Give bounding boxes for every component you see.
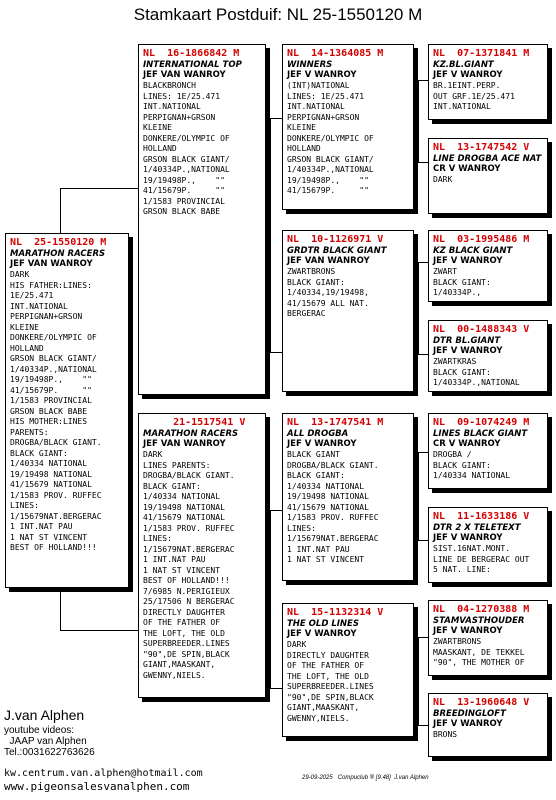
owner-line: JAAP van Alphen bbox=[4, 736, 87, 747]
breeder-name: JEF VAN WANROY bbox=[143, 439, 226, 449]
pigeon-info: DARK HIS FATHER:LINES: 1E/25.471 INT.NATIONAL PERPIGNAN+GRSON KLEINE DONKERE/OLYMPIC OF HOLLAND GRSON BLACK GIANT/ 1/40334P.,NATIONAL 19/19498P., "" 41/15679P. "" 1/1583 PROVINCIAL GRSON BLACK BABE HIS MOTHER:LINES PARENTS: DROGBA/BLACK GIANT. BLACK GIANT: 1/40334 NATIONAL 19/19498 NATIONAL 41/15679 NATIONAL 1/1583 PROV. RUFFEC LINES: 1/15679NAT.BERGERAC 1 INT.NAT PAU 1 NAT ST VINCENT BEST OF HOLLAND!!! bbox=[10, 270, 102, 552]
pigeon-info: BRONS bbox=[433, 730, 458, 739]
father-mother-card[interactable] bbox=[282, 230, 414, 392]
connector-line bbox=[418, 725, 428, 726]
fmm-card[interactable] bbox=[428, 320, 548, 392]
pigeon-info: SIST.16NAT.MONT. LINE DE BERGERAC OUT 5 NAT. LINE: bbox=[433, 544, 530, 574]
connector-line bbox=[418, 637, 419, 725]
mmm-card[interactable] bbox=[428, 693, 548, 757]
pigeon-info: DROGBA / BLACK GIANT: 1/40334 NATIONAL bbox=[433, 450, 511, 480]
connector-line bbox=[266, 118, 282, 119]
fmf-card[interactable] bbox=[428, 230, 548, 302]
pigeon-info: (INT)NATIONAL LINES: 1E/25.471 INT.NATIONAL PERPIGNAN+GRSON KLEINE DONKERE/OLYMPIC OF HOLLAND GRSON BLACK GIANT/ 1/40334P.,NATIONAL 19/19498P., "" 41/15679P. "" bbox=[287, 81, 374, 195]
ring-number: NL 03-1995486 M bbox=[433, 234, 530, 245]
breeder-name: CR V WANROY bbox=[433, 164, 501, 174]
pigeon-name: INTERNATIONAL TOP bbox=[143, 60, 242, 70]
connector-line bbox=[418, 262, 419, 354]
owner-phone: Tel.:0031622763626 bbox=[4, 747, 95, 758]
breeder-name: JEF V WANROY bbox=[433, 626, 503, 636]
owner-name: J.van Alphen bbox=[4, 707, 85, 723]
fff-card[interactable] bbox=[428, 44, 548, 120]
father-father-card[interactable] bbox=[282, 44, 414, 210]
connector-line bbox=[418, 452, 419, 540]
connector-line bbox=[60, 588, 61, 630]
pigeon-name: ALL DROGBA bbox=[287, 429, 349, 439]
pigeon-info: ZWART BLACK GIANT: 1/40334P., bbox=[433, 267, 491, 297]
connector-line bbox=[270, 688, 282, 689]
pigeon-name: STAMVASTHOUDER bbox=[433, 616, 525, 626]
connector-line bbox=[418, 162, 428, 163]
pigeon-name: THE OLD LINES bbox=[287, 619, 359, 629]
connector-line bbox=[418, 80, 419, 162]
ring-number: NL 16-1866842 M bbox=[143, 48, 240, 59]
connector-line bbox=[270, 118, 271, 352]
connector-line bbox=[270, 352, 282, 353]
breeder-name: JEF V WANROY bbox=[433, 70, 503, 80]
connector-line bbox=[414, 80, 428, 81]
breeder-name: JEF VAN WANROY bbox=[287, 256, 370, 266]
subject-card[interactable] bbox=[5, 233, 129, 588]
owner-line: youtube videos: bbox=[4, 725, 75, 736]
breeder-name: JEF VAN WANROY bbox=[143, 70, 226, 80]
pigeon-info: BR.1EINT.PERP. OUT GRF.1E/25.471 INT.NATIONAL bbox=[433, 81, 515, 111]
breeder-name: JEF V WANROY bbox=[433, 346, 503, 356]
ring-number: NL 15-1132314 V bbox=[287, 607, 384, 618]
breeder-name: JEF V WANROY bbox=[287, 439, 357, 449]
ring-number: NL 00-1488343 V bbox=[433, 324, 530, 335]
ring-number: NL 04-1270388 M bbox=[433, 604, 530, 615]
connector-line bbox=[270, 510, 271, 688]
ring-number: NL 13-1747541 M bbox=[287, 417, 384, 428]
breeder-name: JEF V WANROY bbox=[287, 629, 357, 639]
connector-line bbox=[414, 452, 428, 453]
pigeon-name: LINE DROGBA ACE NAT bbox=[433, 154, 542, 164]
pigeon-name: MARATHON RACERS bbox=[143, 429, 239, 439]
ring-number: NL 14-1364085 M bbox=[287, 48, 384, 59]
mother-mother-card[interactable] bbox=[282, 603, 414, 737]
pigeon-name: MARATHON RACERS bbox=[10, 249, 106, 259]
ring-number: NL 13-1960648 V bbox=[433, 697, 530, 708]
pigeon-name: KZ BLACK GIANT bbox=[433, 246, 513, 256]
pigeon-info: ZWARTBRONS BLACK GIANT: 1/40334,19/19498, 41/15679 ALL NAT. BERGERAC bbox=[287, 267, 369, 318]
breeder-name: JEF VAN WANROY bbox=[10, 259, 93, 269]
breeder-name: JEF V WANROY bbox=[433, 256, 503, 266]
pigeon-info: BLACK GIANT DROGBA/BLACK GIANT. BLACK GIANT: 1/40334 NATIONAL 19/19498 NATIONAL 41/15679 NATIONAL 1/1583 PROV. RUFFEC LINES: 1/15679NAT.BERGERAC 1 INT.NAT PAU 1 NAT ST VINCENT bbox=[287, 450, 379, 564]
father-card[interactable] bbox=[138, 44, 266, 395]
mff-card[interactable] bbox=[428, 413, 548, 489]
connector-line bbox=[418, 354, 428, 355]
connector-line bbox=[60, 630, 138, 631]
pigeon-name: LINES BLACK GIANT bbox=[433, 429, 528, 439]
page-title: Stamkaart Postduif: NL 25-1550120 M bbox=[133, 5, 423, 24]
pigeon-info: DARK LINES PARENTS: DROGBA/BLACK GIANT. BLACK GIANT: 1/40334 NATIONAL 19/19498 NATIONAL 41/15679 NATIONAL 1/1583 PROV. RUFFEC LINES: 1/15679NAT.BERGERAC 1 INT.NAT PAU 1 NAT ST VINCENT BEST OF HOLLAND!!! 7/6985 N.PERIGIEUX 25/17506 N BERGERAC DIRECTLY DAUGHTER OF THE FATHER OF THE LOFT, THE OLD SUPERBREEDER.LINES "90",DE SPIN,BLACK GIANT,MAASKANT, GWENNY,NIELS. bbox=[143, 450, 235, 680]
mfm-card[interactable] bbox=[428, 507, 548, 583]
pigeon-name: GRDTR BLACK GIANT bbox=[287, 246, 387, 256]
breeder-name: CR V WANROY bbox=[433, 439, 501, 449]
connector-line bbox=[60, 188, 61, 233]
connector-line bbox=[414, 262, 428, 263]
mmf-card[interactable] bbox=[428, 600, 548, 676]
pigeon-name: DTR BL.GIANT bbox=[433, 336, 501, 346]
pigeon-name: DTR 2 X TELETEXT bbox=[433, 523, 521, 533]
connector-line bbox=[60, 188, 138, 189]
pigeon-name: WINNERS bbox=[287, 60, 333, 70]
ring-number: NL 25-1550120 M bbox=[10, 237, 107, 248]
breeder-name: JEF V WANROY bbox=[433, 719, 503, 729]
ffm-card[interactable] bbox=[428, 138, 548, 214]
connector-line bbox=[418, 540, 428, 541]
ring-number: NL 07-1371841 M bbox=[433, 48, 530, 59]
ring-number: 21-1517541 V bbox=[143, 417, 246, 428]
ring-number: NL 13-1747542 V bbox=[433, 142, 530, 153]
pigeon-info: DARK bbox=[433, 175, 453, 184]
breeder-name: JEF V WANROY bbox=[433, 533, 503, 543]
mother-father-card[interactable] bbox=[282, 413, 414, 581]
pigeon-info: ZWARTKRAS BLACK GIANT: 1/40334P.,NATIONAL bbox=[433, 357, 520, 387]
connector-line bbox=[414, 637, 428, 638]
ring-number: NL 11-1633186 V bbox=[433, 511, 530, 522]
mother-card[interactable] bbox=[138, 413, 266, 698]
pigeon-name: KZ.BL.GIANT bbox=[433, 60, 494, 70]
pigeon-info: ZWARTBRONS MAASKANT, DE TEKKEL "90", THE MOTHER OF bbox=[433, 637, 525, 667]
pigeon-info: BLACKBRONCH LINES: 1E/25.471 INT.NATIONAL PERPIGNAN+GRSON KLEINE DONKERE/OLYMPIC OF HOLLAND GRSON BLACK GIANT/ 1/40334P.,NATIONAL 19/19498P., "" 41/15679P. "" 1/1583 PROVINCIAL GRSON BLACK BABE bbox=[143, 81, 230, 216]
ring-number: NL 10-1126971 V bbox=[287, 234, 384, 245]
pigeon-info: DARK DIRECTLY DAUGHTER OF THE FATHER OF THE LOFT, THE OLD SUPERBREEDER.LINES "90",DE SPIN,BLACK GIANT,MAASKANT, GWENNY,NIELS. bbox=[287, 640, 374, 723]
connector-line bbox=[266, 510, 282, 511]
ring-number: NL 09-1074249 M bbox=[433, 417, 530, 428]
pigeon-name: BREEDINGLOFT bbox=[433, 709, 506, 719]
owner-website[interactable]: www.pigeonsalesvanalphen.com bbox=[4, 780, 190, 793]
breeder-name: JEF V WANROY bbox=[287, 70, 357, 80]
footer-meta: 29-09-2025 Compuclub ® [9.48] J.van Alphen bbox=[302, 775, 429, 781]
owner-email[interactable]: kw.centrum.van.alphen@hotmail.com bbox=[4, 768, 203, 779]
